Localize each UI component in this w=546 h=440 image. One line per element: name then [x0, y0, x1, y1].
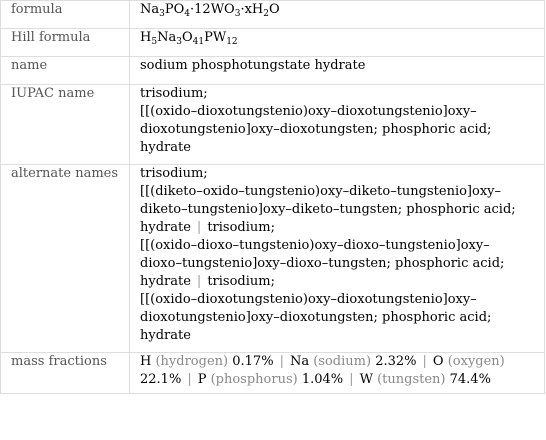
formula-subscript: 3	[159, 9, 165, 19]
alt-name-line: trisodium;	[140, 166, 208, 181]
alt-name-line: [[(diketo–oxido–tungstenio)oxy–diketo–tungstenio]oxy–	[140, 184, 502, 199]
alt-name-text: trisodium;	[207, 274, 275, 289]
alternate-names-value	[130, 165, 545, 353]
alt-name-line: dioxo–tungstenio]oxy–dioxo–tungsten; phosphoric acid;	[140, 256, 505, 271]
formula-part: ·xH	[240, 2, 264, 17]
element-symbol: H	[140, 354, 152, 369]
separator: |	[279, 354, 284, 369]
separator: |	[422, 354, 427, 369]
formula-subscript: 3	[176, 37, 182, 47]
formula-subscript: 41	[192, 37, 205, 47]
alt-name-text: trisodium;	[207, 220, 275, 235]
alt-name-text: hydrate	[140, 274, 191, 289]
formula-subscript: 5	[151, 37, 158, 47]
element-name: (hydrogen)	[155, 354, 229, 369]
alt-name-line: [[(oxido–dioxotungstenio)oxy–dioxotungstenio]oxy–	[140, 292, 477, 307]
element-symbol: W	[359, 372, 373, 387]
mass-fraction-value: 22.1%	[140, 372, 182, 387]
separator: |	[196, 274, 202, 289]
iupac-name-value	[130, 85, 545, 165]
mass-fraction-value: 2.32%	[375, 354, 417, 369]
formula-part: O	[181, 30, 193, 45]
row-formula	[1, 1, 545, 29]
iupac-line: [[(oxido–dioxotungstenio)oxy–dioxotungstenio]oxy–	[140, 104, 477, 119]
element-name: (sodium)	[313, 354, 372, 369]
alt-name-line: [[(oxido–dioxo–tungstenio)oxy–dioxo–tungstenio]oxy–	[140, 238, 490, 253]
element-name: (oxygen)	[447, 354, 505, 369]
iupac-name-label: IUPAC name	[1, 85, 130, 165]
row-iupac-name	[1, 85, 545, 165]
formula-part: H	[140, 30, 152, 45]
row-name	[1, 57, 545, 85]
separator: |	[349, 372, 354, 387]
formula-subscript: 2	[263, 9, 269, 19]
iupac-line: trisodium;	[140, 86, 208, 101]
alternate-names-label: alternate names	[1, 165, 130, 353]
formula-subscript: 12	[226, 37, 238, 47]
formula-part: O	[269, 2, 280, 17]
alt-name-text: hydrate	[140, 220, 191, 235]
element-symbol: P	[197, 372, 207, 387]
mass-fractions-label: mass fractions	[1, 353, 130, 394]
iupac-line: hydrate	[140, 140, 191, 155]
formula-subscript: 3	[234, 9, 241, 19]
separator: |	[187, 372, 192, 387]
mass-fraction-value: 1.04%	[301, 372, 344, 387]
row-hill-formula	[1, 29, 545, 57]
iupac-line: dioxotungstenio]oxy–dioxotungsten; phosphoric acid;	[140, 122, 492, 137]
formula-part: Na	[140, 2, 160, 17]
formula-value	[130, 1, 545, 29]
formula-label: formula	[1, 1, 130, 29]
name-value: sodium phosphotungstate hydrate	[130, 57, 545, 85]
formula-subscript: 4	[184, 9, 191, 19]
alt-name-line: dioxotungstenio]oxy–dioxotungsten; phosphoric acid;	[140, 310, 492, 325]
hill-formula-label: Hill formula	[1, 29, 130, 57]
mass-fraction-value: 0.17%	[232, 354, 274, 369]
name-label: name	[1, 57, 130, 85]
formula-part: ·12WO	[190, 2, 235, 17]
row-mass-fractions	[1, 353, 545, 394]
alt-name-line	[140, 219, 534, 237]
element-name: (tungsten)	[377, 372, 446, 387]
alt-name-line: diketo–tungstenio]oxy–diketo–tungsten; phosphoric acid;	[140, 202, 516, 217]
formula-part: PO	[164, 2, 185, 17]
alt-name-line: hydrate	[140, 328, 191, 343]
element-name: (phosphorus)	[210, 372, 298, 387]
mass-fractions-value	[130, 353, 545, 394]
element-symbol: O	[432, 354, 444, 369]
formula-part: PW	[204, 30, 227, 45]
separator: |	[196, 220, 202, 235]
element-symbol: Na	[289, 354, 310, 369]
row-alternate-names	[1, 165, 545, 353]
mass-fractions-line	[140, 371, 534, 389]
hill-formula-value	[130, 29, 545, 57]
mass-fraction-value: 74.4%	[449, 372, 491, 387]
formula-part: Na	[157, 30, 177, 45]
alt-name-line	[140, 273, 534, 291]
mass-fractions-line	[140, 353, 534, 371]
